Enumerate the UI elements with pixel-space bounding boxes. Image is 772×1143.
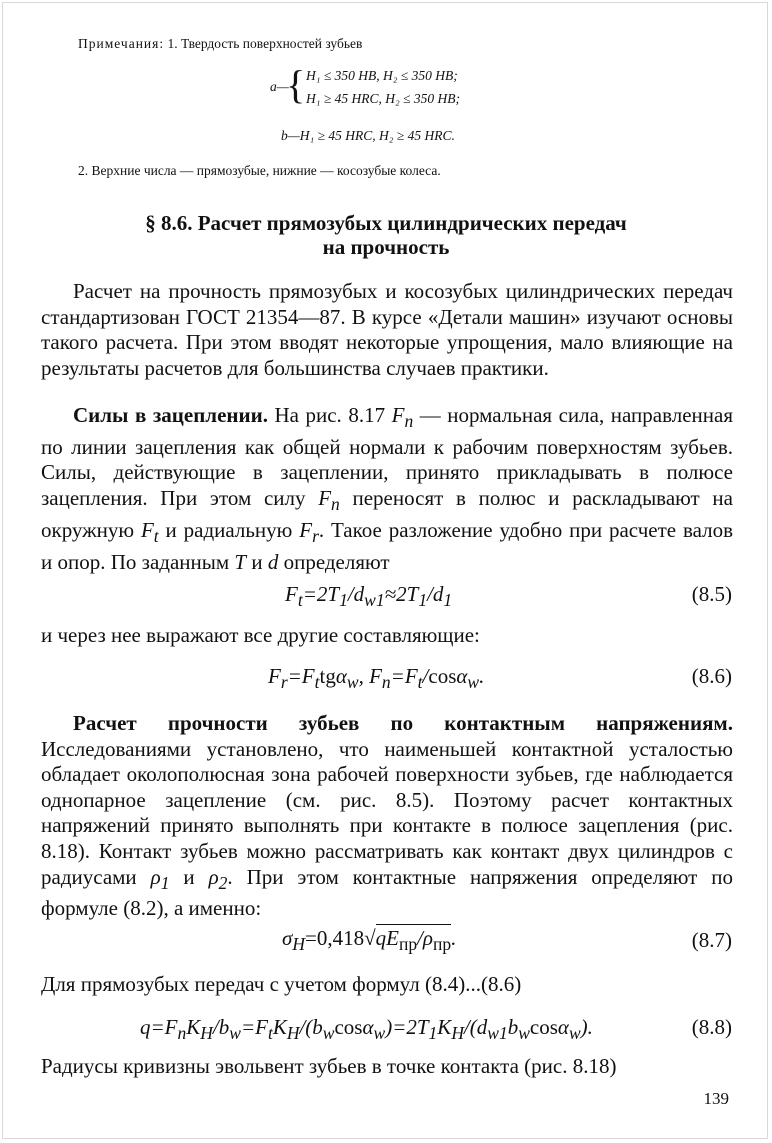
paragraph-forces-lead: Силы в зацеплении. xyxy=(73,403,268,427)
equation-8-8-number: (8.8) xyxy=(691,1015,732,1039)
paragraph-contact-stress-text-a: Исследованиями установлено, что наименьшей контактной усталостью обладает околополюсная зона рабочей поверхности зубьев, где наблюдается однопарное зацепление (см. рис. 8.5). Поэтому расчет контактных напряжений принято выполнять при контакте в полюсе зацепления (рис. 8.18). Контакт зубьев можно рассматривать как контакт двух цилиндров с радиусами xyxy=(41,736,733,889)
notes-case-b: b—H₁ ≥ 45 HRC, H₂ ≥ 45 HRC. xyxy=(281,128,455,143)
notes-brace: { xyxy=(286,62,306,107)
notes-line-1 xyxy=(78,36,362,52)
equation-8-8: $q=F_nK_H/b_w=F_tK_H/(b_w\cos\alpha_w)=2T_1K_H/(d_{w1}b_w\cos\alpha_w)$. xyxy=(140,1015,593,1044)
section-title-line-2: на прочность xyxy=(322,235,450,259)
paragraph-forces-text-a: На рис. 8.17 xyxy=(267,403,392,427)
notes-a-label: a— xyxy=(270,79,289,94)
symbol-rho1: $\rho_1$ xyxy=(150,864,170,893)
paragraph-forces-text-f: и xyxy=(246,549,268,574)
paragraph-contact-stress-lead: Расчет прочности зубьев по контактным напряжениям. xyxy=(73,711,733,735)
notes-item-1: 1. Твердость поверхностей зубьев xyxy=(167,36,363,51)
paragraph-forces xyxy=(41,403,733,575)
paragraph-forces-text-c: переносят в полюс и раскладывают на окружную xyxy=(41,485,733,542)
symbol-t: T xyxy=(234,549,247,574)
equation-8-5-number: (8.5) xyxy=(691,582,732,606)
notes-a-line-2: H₁ ≥ 45 HRC, H₂ ≤ 350 HB; xyxy=(306,91,460,106)
paragraph-forces-text-b: — нормальная сила, направленная по линии зацепления как общей нормали к рабочим поверхностям зубьев. Силы, действующие в зацеплении, принято прикладывать в полюсе зацепления. При этом силу xyxy=(41,403,733,510)
symbol-fn: $F_n$ xyxy=(391,403,414,432)
symbol-ft: $F_t$ xyxy=(140,517,159,546)
equation-8-7-number: (8.7) xyxy=(691,928,732,952)
paragraph-intro: Расчет на прочность прямозубых и косозубых цилиндрических передач стандартизован ГОСТ 21354—87. В курсе «Детали машин» изучают основы такого расчета. При этом вводят некоторые упрощения, мало влияющие на результаты расчетов для большинства случаев практики. xyxy=(41,279,733,380)
symbol-d: d xyxy=(267,549,279,574)
equation-8-6-number: (8.6) xyxy=(691,664,732,688)
paragraph-forces-text-g: определяют xyxy=(278,549,390,574)
equation-8-7: $\sigma_H=0,418√qE_{пр}/\rho_{пр}$. xyxy=(282,926,457,955)
notes-item-2: 2. Верхние числа — прямозубые, нижние — косозубые колеса. xyxy=(78,163,441,178)
notes-title: Примечания: xyxy=(78,36,165,51)
notes-a-line-1: H₁ ≤ 350 HB, H₂ ≤ 350 HB; xyxy=(306,68,458,83)
paragraph-contact-stress-text-b: и xyxy=(169,864,209,889)
symbol-fr: $F_r$ xyxy=(299,517,319,546)
symbol-fn-2: $F_n$ xyxy=(318,485,340,515)
section-title-line-1: § 8.6. Расчет прямозубых цилиндрических передач xyxy=(145,211,627,235)
paragraph-spur: Для прямозубых передач с учетом формул (8.4)...(8.6) xyxy=(41,972,522,996)
paragraph-forces-text-e: . Такое разложение удобно при расчете валов и опор. По заданным xyxy=(41,517,733,574)
equation-8-7-coef: 0,418 xyxy=(316,926,365,950)
paragraph-forces-text-d: и радиальную xyxy=(158,517,300,542)
equation-8-6: $F_r=F_ttg\alpha_w$, $F_n=F_t/\cos\alpha_w$. xyxy=(268,664,485,693)
paragraph-contact-stress xyxy=(41,711,733,922)
paragraph-contact-stress-text-c: . При этом контактные напряжения определяют по формуле (8.2), а именно: xyxy=(41,864,733,921)
paragraph-curvature: Радиусы кривизны эвольвент зубьев в точке контакта (рис. 8.18) xyxy=(41,1054,617,1078)
symbol-rho2: $\rho_2$ xyxy=(208,864,228,893)
equation-8-5: $F_t=2T_1/d_{w1}\approx 2T_1/d_1$ xyxy=(285,582,453,611)
page-number: 139 xyxy=(703,1089,729,1108)
paragraph-components: и через нее выражают все другие составляющие: xyxy=(41,623,480,647)
